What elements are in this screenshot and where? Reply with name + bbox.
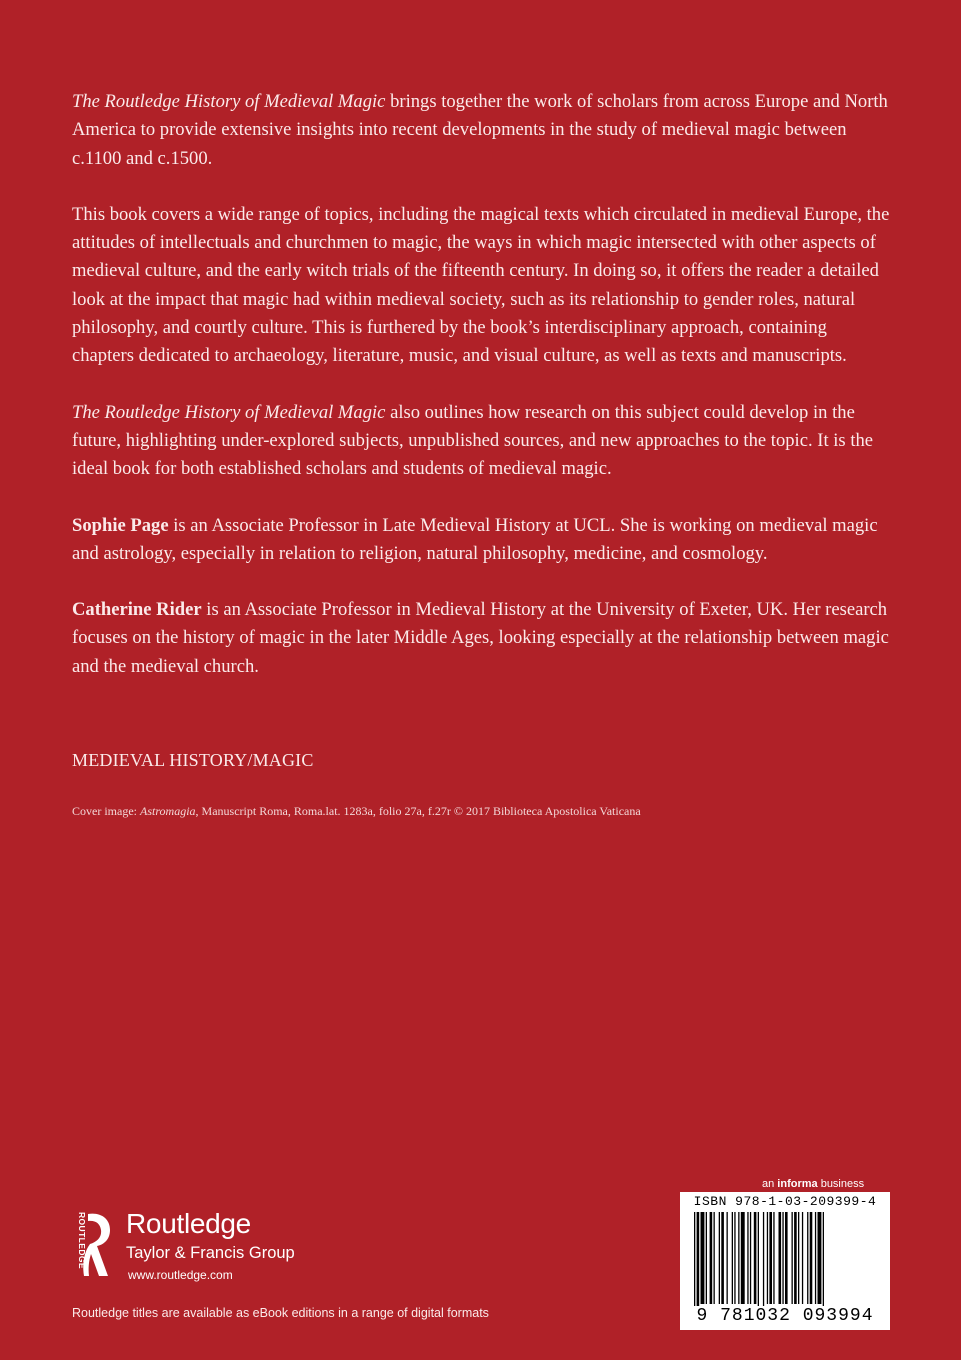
publisher-url[interactable]: www.routledge.com — [128, 1268, 233, 1282]
informa-tagline — [762, 1178, 864, 1190]
credit-prefix: Cover image: — [72, 804, 140, 818]
barcode-bar — [794, 1212, 797, 1304]
blurb — [72, 88, 892, 709]
barcode-bar — [754, 1212, 757, 1304]
barcode-bar — [710, 1212, 713, 1304]
publisher-group: Taylor & Francis Group — [126, 1244, 295, 1262]
barcode-panel — [680, 1192, 890, 1330]
barcode-bar — [792, 1212, 793, 1304]
barcode-bar — [823, 1212, 824, 1314]
barcode-bar — [732, 1212, 733, 1304]
barcode-bar — [798, 1212, 799, 1304]
svg-text:ROUTLEDGE: ROUTLEDGE — [77, 1212, 87, 1269]
barcode-bar — [694, 1212, 695, 1314]
subject-category: MEDIEVAL HISTORY/MAGIC — [72, 750, 314, 770]
barcode-bar — [750, 1212, 751, 1304]
barcode-digits — [680, 1306, 890, 1326]
blurb-paragraph-1 — [72, 88, 892, 173]
barcode-bar — [701, 1212, 705, 1304]
barcode-bar — [697, 1212, 700, 1314]
barcode-bar — [769, 1212, 772, 1304]
credit-italic: Astromagia — [139, 804, 196, 818]
barcode-bar — [706, 1212, 707, 1304]
blurb-paragraph-1-text: brings together the work of scholars from across Europe and North America to provide extensive insights into recent developments in the study of medieval magic between c.1100 and c.1500. — [72, 91, 888, 169]
publisher-logo — [70, 1208, 310, 1292]
barcode-bar — [734, 1212, 735, 1304]
informa-prefix: an — [762, 1178, 778, 1190]
barcode-bar — [810, 1212, 813, 1304]
author-bio-1 — [72, 512, 892, 569]
barcode-icon — [694, 1212, 882, 1314]
publisher-name: Routledge — [126, 1208, 251, 1239]
isbn-label: ISBN 978-1-03-209399-4 — [693, 1194, 877, 1209]
book-title-italic: The Routledge History of Medieval Magic — [72, 401, 386, 423]
blurb-paragraph-2: This book covers a wide range of topics, including the magical texts which circulated in medieval Europe, the attitudes of intellectuals and churchmen to magic, the ways in which magic intersected with other aspects of medieval culture, and the early witch trials of the fifteenth century. In doing so, it offers the reader a detailed look at the impact that magic had within medieval society, such as its relationship to gender roles, natural philosophy, and courtly culture. This is furthered by the book’s interdisciplinary approach, containing chapters dedicated to archaeology, literature, music, and visual culture, as well as texts and manuscripts. — [72, 203, 890, 367]
cover-image-credit — [72, 804, 892, 819]
barcode-bar — [741, 1212, 745, 1304]
author-bio-1-text: is an Associate Professor in Late Medieval History at UCL. She is working on medieval magic and astrology, especially in relation to religion, natural philosophy, medicine, and cosmology. — [72, 514, 878, 564]
routledge-r-logo-icon — [70, 1210, 116, 1280]
barcode-bar — [807, 1212, 808, 1304]
author-bio-2 — [72, 596, 892, 681]
blurb-paragraph-3-text: also outlines how research on this subject could develop in the future, highlighting under-explored subjects, unpublished sources, and new approaches to the topic. It is the ideal book for both established scholars and students of medieval magic. — [72, 401, 874, 480]
barcode-bar — [738, 1212, 739, 1304]
ebook-note: Routledge titles are available as eBook editions in a range of digital formats — [72, 1306, 489, 1320]
barcode-bar — [727, 1212, 728, 1304]
barcode-bar — [815, 1212, 816, 1304]
barcode-bar — [782, 1212, 783, 1304]
barcode-bar — [747, 1212, 748, 1304]
barcode-bar — [719, 1212, 720, 1304]
author-name-2: Catherine Rider — [72, 599, 202, 621]
author-name-1: Sophie Page — [72, 514, 169, 536]
barcode-bar — [758, 1212, 759, 1314]
book-title-italic: The Routledge History of Medieval Magic — [72, 91, 386, 112]
barcode-bar — [779, 1212, 782, 1304]
informa-suffix: business — [817, 1178, 865, 1190]
barcode-bar — [773, 1212, 774, 1304]
barcode-bar — [721, 1212, 724, 1304]
blurb-paragraph-3 — [72, 399, 892, 484]
author-bio-2-text: is an Associate Professor in Medieval History at the University of Exeter, UK. Her research focuses on the history of magic in the later Middle Ages, looking especially at the relationship between magic and the medieval church. — [72, 599, 889, 677]
barcode-bar — [785, 1212, 788, 1304]
barcode-bar — [802, 1212, 803, 1304]
barcode-bar — [763, 1212, 764, 1314]
barcode-digits-text: 9 781032 093994 — [696, 1306, 874, 1326]
barcode-bar — [818, 1212, 822, 1304]
informa-brand: informa — [777, 1178, 818, 1190]
barcode-bar — [767, 1212, 768, 1304]
credit-rest: , Manuscript Roma, Roma.lat. 1283a, folio 27a, f.27r © 2017 Biblioteca Apostolica Vaticana — [195, 804, 641, 818]
barcode-bar — [714, 1212, 715, 1304]
